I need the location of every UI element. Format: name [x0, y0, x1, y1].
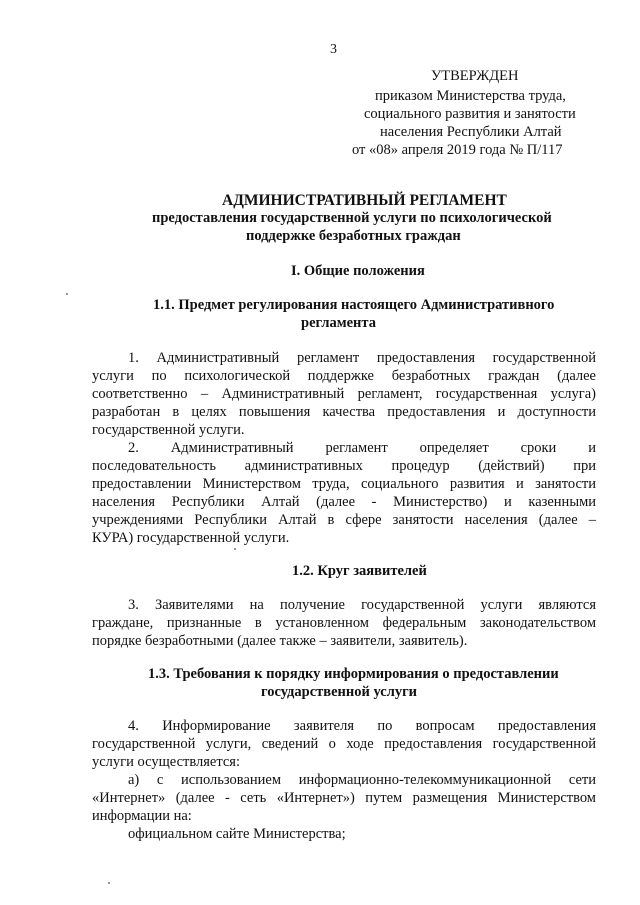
- paragraph-line: «Интернет» (далее - сеть «Интернет») путем размещения Министерством: [92, 790, 596, 806]
- approval-line: социального развития и занятости: [364, 106, 576, 122]
- paragraph-line: последовательность административных процедур (действий) при: [92, 458, 596, 474]
- paragraph-line: 4. Информирование заявителя по вопросам предоставления: [128, 718, 596, 734]
- paragraph-line: учреждениями Республики Алтай в сфере занятости населения (далее –: [92, 512, 596, 528]
- approval-line: населения Республики Алтай: [380, 124, 562, 140]
- paragraph-line: а) с использованием информационно-телекоммуникационной сети: [128, 772, 596, 788]
- paragraph-line: разработан в целях повышения качества предоставления и доступности: [92, 404, 596, 420]
- document-title: АДМИНИСТРАТИВНЫЙ РЕГЛАМЕНТ: [222, 192, 507, 209]
- scan-speck: [108, 882, 110, 884]
- approval-line: приказом Министерства труда,: [375, 88, 566, 104]
- paragraph-line: 1. Административный регламент предоставления государственной: [128, 350, 596, 366]
- document-subtitle: предоставления государственной услуги по психологической: [152, 210, 552, 226]
- subsection-heading: 1.2. Круг заявителей: [292, 563, 427, 579]
- scan-speck: [66, 293, 68, 295]
- subsection-heading: государственной услуги: [261, 684, 418, 700]
- paragraph-line: предоставлении Министерством труда, социального развития и занятости: [92, 476, 596, 492]
- paragraph-line: 2. Административный регламент определяет сроки и: [128, 440, 596, 456]
- scan-speck: [234, 548, 236, 550]
- subsection-heading: 1.1. Предмет регулирования настоящего Административного: [153, 297, 555, 313]
- paragraph-line: информации на:: [92, 808, 192, 824]
- paragraph-line: государственной услуги.: [92, 422, 245, 438]
- paragraph-line: услуги осуществляется:: [92, 754, 240, 770]
- paragraph-line: государственной услуги, сведений о ходе предоставления государственной: [92, 736, 596, 752]
- subsection-heading: регламента: [301, 315, 376, 331]
- paragraph-line: граждане, признанные в установленном федеральным законодательством: [92, 615, 596, 631]
- subsection-heading: 1.3. Требования к порядку информирования о предоставлении: [148, 666, 559, 682]
- paragraph-line: КУРА) государственной услуги.: [92, 530, 290, 546]
- paragraph-line: официальном сайте Министерства;: [128, 826, 346, 842]
- page-number: 3: [330, 42, 337, 57]
- paragraph-line: соответственно – Административный регламент, государственная услуга): [92, 386, 596, 402]
- approval-title: УТВЕРЖДЕН: [431, 68, 519, 84]
- paragraph-line: услуги по психологической поддержке безработных граждан (далее: [92, 368, 596, 384]
- paragraph-line: 3. Заявителями на получение государственной услуги являются: [128, 597, 596, 613]
- approval-line: от «08» апреля 2019 года № П/117: [352, 142, 563, 158]
- document-subtitle: поддержке безработных граждан: [246, 228, 461, 244]
- section-heading: I. Общие положения: [291, 263, 425, 279]
- paragraph-line: порядке безработными (далее также – заявители, заявитель).: [92, 633, 468, 649]
- paragraph-line: населения Республики Алтай (далее - Министерство) и казенными: [92, 494, 596, 510]
